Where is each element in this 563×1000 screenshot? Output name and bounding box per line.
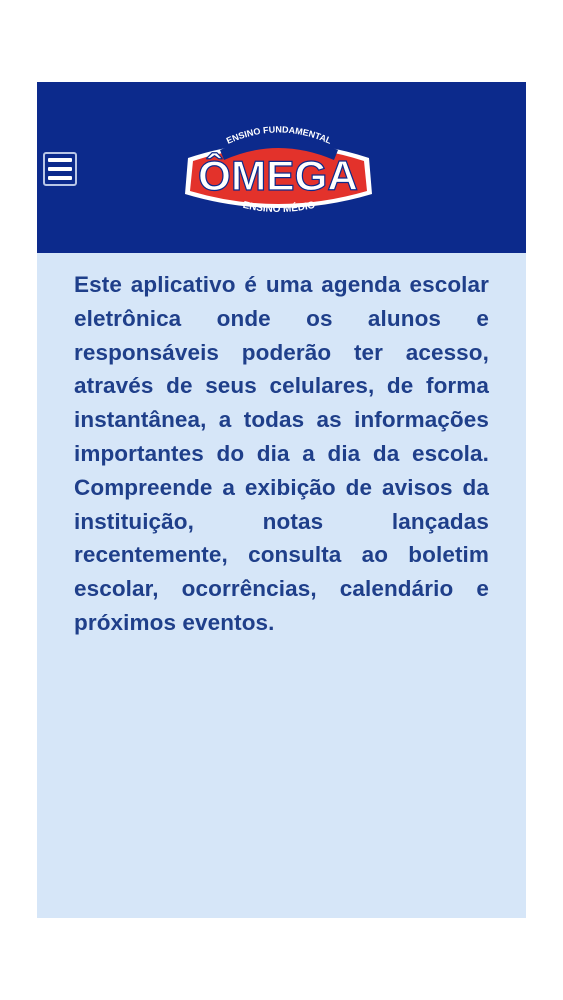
hamburger-menu-button[interactable] xyxy=(43,152,77,186)
menu-bar-bottom xyxy=(48,176,72,180)
logo-top-text: ENSINO FUNDAMENTAL xyxy=(224,124,334,146)
omega-logo xyxy=(180,118,377,226)
menu-bar-middle xyxy=(48,167,72,171)
app-frame xyxy=(37,82,526,918)
logo-bottom-text: ENSINO MÉDIO xyxy=(241,199,317,216)
menu-bar-top xyxy=(48,158,72,162)
logo-main-text: ÔMEGA xyxy=(198,152,357,199)
header-bar xyxy=(37,82,526,253)
app-description: Este aplicativo é uma agenda escolar eletrônica onde os alunos e responsáveis poderão ter acesso, através de seus celulares, de forma instantânea, a todas as informações importantes do dia a dia da escola. Compreende a exibição de avisos da instituição, notas lançadas recentemente, consulta ao boletim escolar, ocorrências, calendário e próximos eventos. xyxy=(74,272,489,635)
